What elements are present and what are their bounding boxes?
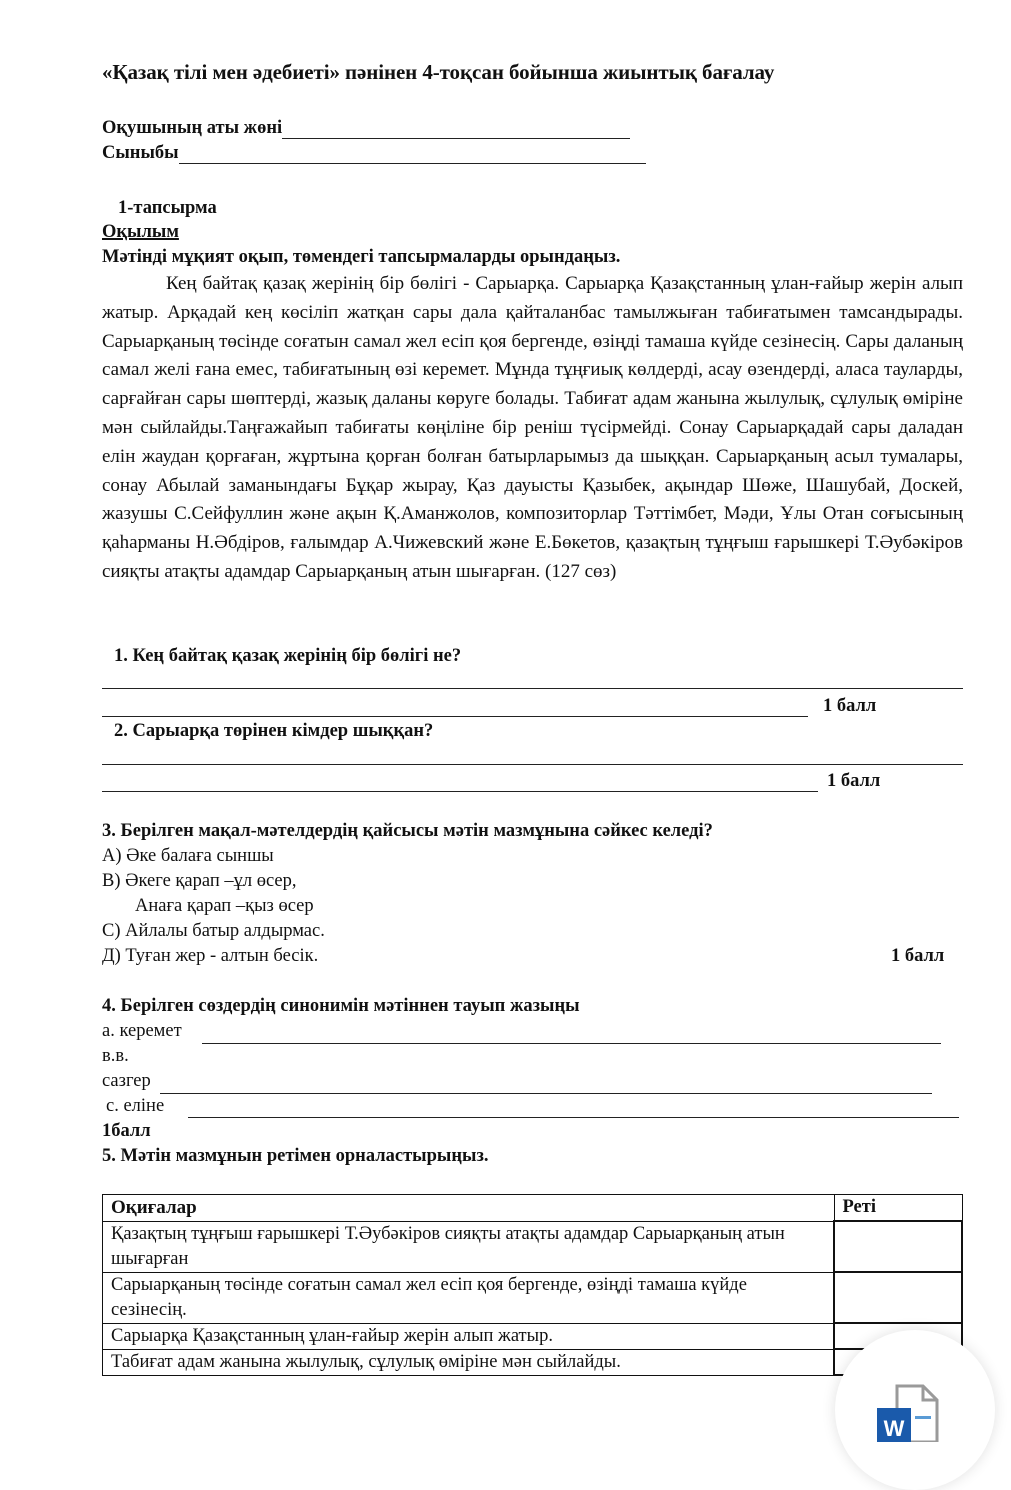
question-1: 1. Кең байтақ қазақ жерінің бір бөлігі не? xyxy=(114,646,462,666)
events-order-table xyxy=(102,1194,963,1376)
section-heading: Оқылым xyxy=(102,222,179,242)
open-in-word-button[interactable] xyxy=(835,1330,995,1490)
document-title: «Қазақ тілі мен әдебиеті» пәнінен 4-тоқсан бойынша жиынтық бағалау xyxy=(102,60,775,84)
event-cell: Табиғат адам жанына жылулық, сұлулық өміріне мән сыйлайды. xyxy=(103,1349,835,1375)
student-name-blank[interactable] xyxy=(282,120,630,139)
question-1-score: 1 балл xyxy=(823,696,877,716)
header-order: Реті xyxy=(834,1195,962,1222)
svg-text:W: W xyxy=(883,1416,905,1441)
event-cell: Сарыарқаның төсінде соғатын самал жел есіп қоя бергенде, өзіңді тамаша күйде сезінесің. xyxy=(103,1272,835,1323)
answer-line-2a[interactable] xyxy=(102,764,963,765)
order-cell[interactable] xyxy=(834,1221,962,1272)
table-header-row xyxy=(103,1195,963,1222)
question-4-score: 1балл xyxy=(102,1121,151,1141)
answer-line-1b[interactable] xyxy=(102,716,808,717)
option-c[interactable]: С) Айлалы батыр алдырмас. xyxy=(102,921,325,941)
task-number: 1-тапсырма xyxy=(118,198,217,218)
task-instruction: Мәтінді мұқият оқып, төмендегі тапсырмаларды орындаңыз. xyxy=(102,247,621,267)
synonym-blank-c[interactable] xyxy=(188,1117,959,1118)
table-row xyxy=(103,1221,963,1272)
answer-line-1a[interactable] xyxy=(102,688,963,689)
question-3: 3. Берілген мақал-мәтелдердің қайсысы мәтін мазмұнына сәйкес келеді? xyxy=(102,821,713,841)
event-cell: Қазақтың тұңғыш ғарышкері Т.Әубәкіров сияқты атақты адамдар Сарыарқаның атын шығарған xyxy=(103,1221,835,1272)
question-2: 2. Сарыарқа төрінен кімдер шыққан? xyxy=(114,721,434,741)
table-row xyxy=(103,1349,963,1375)
reading-passage: Кең байтақ қазақ жерінің бір бөлігі - Сарыарқа. Сарыарқа Қазақстанның ұлан-ғайыр жерін алып жатыр. Арқадай кең көсіліп жатқан сары дала қайталанбас тамылжыған табиғатымен тамсандырады. Сарыарқаның төсінде соғатын самал жел есіп қоя бергенде, өзіңді тамаша күйде сезінесің. Сары даланың самал желі ғана емес, табиғатының өзі керемет. Мұнда тұңғиық көлдерді, асау өзендерді, аласа тауларды, сарғайған сары шөптерді, жазық даланы көруге болады. Табиғат адам жанына жылулық, сұлулық өміріне мән сыйлайды.Таңғажайып табиғаты көңіліне бір реніш түсірмейді. Сонау Сарыарқадай сары даладан елін жаудан қорғаған, жұртына қорған болған батырларымыз да шыққан. Сарыарқаның асыл тумалары, сонау Абылай заманындағы Бұқар жырау, Қаз дауысты Қазыбек, ақындар Шөже, Шашубай, Доскей, жазушы С.Сейфуллин және ақын Қ.Аманжолов, композиторлар Тәттімбет, Мәди, Ұлы Отан соғысының қаһарманы Н.Әбдіров, ғалымдар А.Чижевский және Е.Бөкетов, қазақтың тұңғыш ғарышкері Т.Әубәкіров сияқты атақты адамдар Сарыарқаның атын шығарған. (127 сөз) xyxy=(102,273,963,582)
synonym-blank-sazger[interactable] xyxy=(160,1093,932,1094)
question-3-score: 1 балл xyxy=(891,946,945,966)
synonym-item-b: в.в. xyxy=(102,1046,129,1066)
class-label: Сыныбы xyxy=(102,143,179,163)
option-d[interactable]: Д) Туған жер - алтын бесік. xyxy=(102,946,319,966)
order-cell[interactable] xyxy=(834,1272,962,1323)
table-row xyxy=(103,1272,963,1323)
synonym-item-c: с. еліне xyxy=(106,1096,165,1116)
synonym-item-a: а. керемет xyxy=(102,1021,182,1041)
question-2-score: 1 балл xyxy=(827,771,881,791)
student-name-field xyxy=(102,118,630,139)
question-4: 4. Берілген сөздердің синонимін мәтіннен тауып жазыңы xyxy=(102,996,580,1016)
student-name-label: Оқушының аты жөні xyxy=(102,118,283,138)
class-blank[interactable] xyxy=(179,145,646,164)
option-b-line2: Анаға қарап –қыз өсер xyxy=(135,896,314,916)
question-5: 5. Мәтін мазмұнын ретімен орналастырыңыз. xyxy=(102,1146,489,1166)
synonym-item-sazger: сазгер xyxy=(102,1071,151,1091)
option-b[interactable]: В) Әкеге қарап –ұл өсер, xyxy=(102,871,297,891)
event-cell: Сарыарқа Қазақстанның ұлан-ғайыр жерін алып жатыр. xyxy=(103,1323,835,1349)
synonym-blank-a[interactable] xyxy=(202,1043,941,1044)
table-row xyxy=(103,1323,963,1349)
class-field xyxy=(102,143,646,164)
answer-line-2b[interactable] xyxy=(102,791,818,792)
header-events: Оқиғалар xyxy=(103,1195,835,1222)
option-a[interactable]: А) Әке балаға сыншы xyxy=(102,846,274,866)
word-document-icon xyxy=(875,1382,945,1442)
